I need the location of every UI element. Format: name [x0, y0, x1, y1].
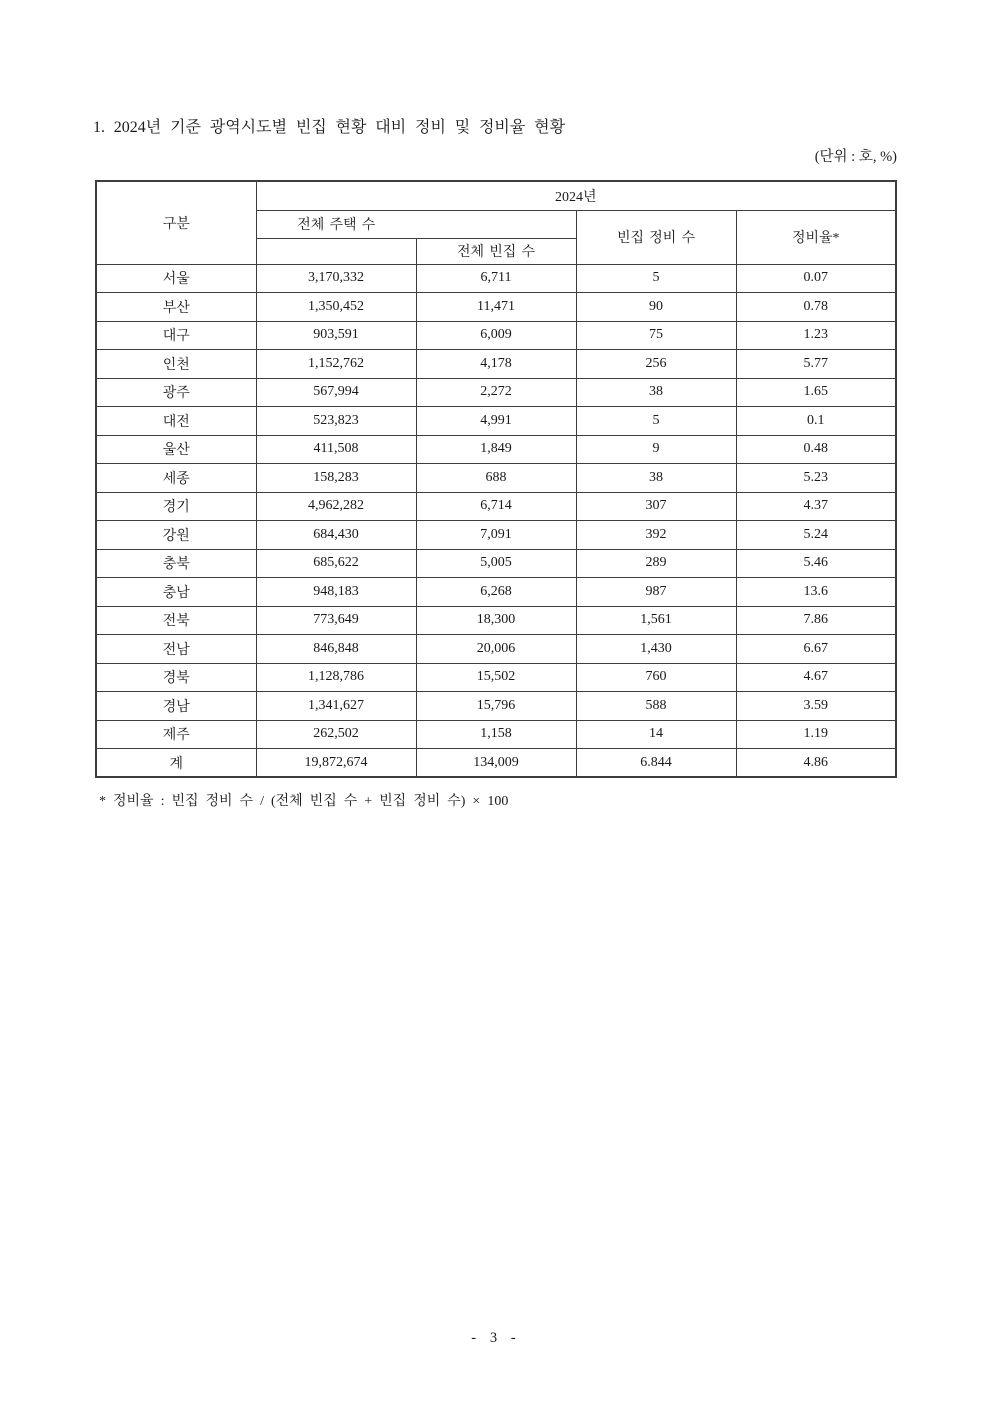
header-repair-rate: 정비율*: [736, 210, 896, 264]
cell-rate: 0.78: [736, 293, 896, 322]
cell-repaired: 289: [576, 549, 736, 578]
cell-total-vacant: 5,005: [416, 549, 576, 578]
cell-total-vacant: 15,796: [416, 692, 576, 721]
cell-total-vacant: 1,158: [416, 720, 576, 749]
cell-repaired: 9: [576, 435, 736, 464]
cell-rate: 3.59: [736, 692, 896, 721]
cell-region: 세종: [96, 464, 256, 493]
cell-rate: 0.48: [736, 435, 896, 464]
cell-total-vacant: 15,502: [416, 663, 576, 692]
cell-repaired: 6.844: [576, 749, 736, 778]
cell-rate: 5.46: [736, 549, 896, 578]
cell-rate: 4.37: [736, 492, 896, 521]
section-title: 1. 2024년 기준 광역시도별 빈집 현황 대비 정비 및 정비율 현황: [93, 119, 566, 136]
cell-total-houses: 19,872,674: [256, 749, 416, 778]
cell-region: 경남: [96, 692, 256, 721]
page-number: - 3 -: [471, 1330, 521, 1346]
vacant-house-table: [95, 180, 897, 778]
cell-total-houses: 262,502: [256, 720, 416, 749]
header-vacant-repaired: 빈집 정비 수: [576, 210, 736, 264]
cell-total-vacant: 2,272: [416, 378, 576, 407]
cell-total-vacant: 11,471: [416, 293, 576, 322]
cell-total-vacant: 18,300: [416, 606, 576, 635]
cell-total-houses: 1,128,786: [256, 663, 416, 692]
cell-region: 울산: [96, 435, 256, 464]
cell-region: 충남: [96, 578, 256, 607]
cell-repaired: 307: [576, 492, 736, 521]
footnote: * 정비율 : 빈집 정비 수 / (전체 빈집 수 + 빈집 정비 수) × 100: [99, 794, 509, 809]
cell-region: 제주: [96, 720, 256, 749]
cell-region: 전남: [96, 635, 256, 664]
cell-total-vacant: 134,009: [416, 749, 576, 778]
table-row: [96, 606, 896, 635]
cell-region: 경기: [96, 492, 256, 521]
cell-total-vacant: 688: [416, 464, 576, 493]
cell-total-vacant: 7,091: [416, 521, 576, 550]
cell-rate: 1.23: [736, 321, 896, 350]
cell-region: 전북: [96, 606, 256, 635]
table-row: [96, 350, 896, 379]
cell-total-vacant: 4,991: [416, 407, 576, 436]
cell-total-houses: 523,823: [256, 407, 416, 436]
table-row-total: [96, 749, 896, 778]
cell-region: 광주: [96, 378, 256, 407]
cell-total-vacant: 6,714: [416, 492, 576, 521]
cell-total-houses: 773,649: [256, 606, 416, 635]
cell-total-houses: 1,152,762: [256, 350, 416, 379]
cell-region: 대구: [96, 321, 256, 350]
vacant-house-table-wrap: [95, 180, 897, 778]
cell-rate: 5.24: [736, 521, 896, 550]
table-row: [96, 435, 896, 464]
cell-rate: 1.65: [736, 378, 896, 407]
header-blank-cell: [256, 238, 416, 264]
cell-total-vacant: 20,006: [416, 635, 576, 664]
cell-rate: 5.77: [736, 350, 896, 379]
cell-region: 경북: [96, 663, 256, 692]
table-row: [96, 549, 896, 578]
cell-total-houses: 3,170,332: [256, 264, 416, 293]
unit-note: (단위 : 호, %): [814, 149, 897, 165]
cell-repaired: 987: [576, 578, 736, 607]
cell-total-houses: 411,508: [256, 435, 416, 464]
header-total-vacant: 전체 빈집 수: [416, 238, 576, 264]
table-row: [96, 692, 896, 721]
table-row: [96, 264, 896, 293]
cell-total-houses: 685,622: [256, 549, 416, 578]
cell-repaired: 90: [576, 293, 736, 322]
cell-repaired: 75: [576, 321, 736, 350]
cell-total-houses: 1,350,452: [256, 293, 416, 322]
cell-rate: 5.23: [736, 464, 896, 493]
table-row: [96, 720, 896, 749]
cell-rate: 4.67: [736, 663, 896, 692]
table-row: [96, 293, 896, 322]
cell-total-houses: 903,591: [256, 321, 416, 350]
cell-repaired: 1,430: [576, 635, 736, 664]
cell-total-houses: 4,962,282: [256, 492, 416, 521]
table-row: [96, 578, 896, 607]
table-row: [96, 635, 896, 664]
cell-repaired: 38: [576, 464, 736, 493]
table-row: [96, 663, 896, 692]
table-row: [96, 378, 896, 407]
cell-total-vacant: 4,178: [416, 350, 576, 379]
cell-repaired: 38: [576, 378, 736, 407]
cell-repaired: 1,561: [576, 606, 736, 635]
cell-rate: 0.1: [736, 407, 896, 436]
cell-total-houses: 158,283: [256, 464, 416, 493]
header-total-houses-label: 전체 주택 수: [297, 218, 376, 233]
cell-region: 서울: [96, 264, 256, 293]
cell-total-houses: 846,848: [256, 635, 416, 664]
cell-repaired: 14: [576, 720, 736, 749]
cell-rate: 1.19: [736, 720, 896, 749]
cell-rate: 13.6: [736, 578, 896, 607]
cell-repaired: 256: [576, 350, 736, 379]
cell-repaired: 5: [576, 264, 736, 293]
cell-total-houses: 948,183: [256, 578, 416, 607]
cell-rate: 4.86: [736, 749, 896, 778]
cell-region: 계: [96, 749, 256, 778]
header-total-houses: [256, 210, 576, 238]
table-row: [96, 407, 896, 436]
cell-total-vacant: 6,009: [416, 321, 576, 350]
cell-repaired: 760: [576, 663, 736, 692]
cell-repaired: 588: [576, 692, 736, 721]
cell-region: 대전: [96, 407, 256, 436]
header-category: 구분: [96, 181, 256, 264]
cell-region: 강원: [96, 521, 256, 550]
cell-rate: 0.07: [736, 264, 896, 293]
table-row: [96, 464, 896, 493]
cell-region: 부산: [96, 293, 256, 322]
cell-repaired: 392: [576, 521, 736, 550]
cell-rate: 7.86: [736, 606, 896, 635]
cell-total-vacant: 6,711: [416, 264, 576, 293]
cell-total-houses: 567,994: [256, 378, 416, 407]
header-year: 2024년: [256, 181, 896, 210]
cell-total-vacant: 1,849: [416, 435, 576, 464]
cell-total-vacant: 6,268: [416, 578, 576, 607]
table-row: [96, 492, 896, 521]
cell-total-houses: 1,341,627: [256, 692, 416, 721]
cell-repaired: 5: [576, 407, 736, 436]
cell-region: 인천: [96, 350, 256, 379]
cell-rate: 6.67: [736, 635, 896, 664]
table-row: [96, 321, 896, 350]
table-row: [96, 521, 896, 550]
cell-region: 충북: [96, 549, 256, 578]
cell-total-houses: 684,430: [256, 521, 416, 550]
